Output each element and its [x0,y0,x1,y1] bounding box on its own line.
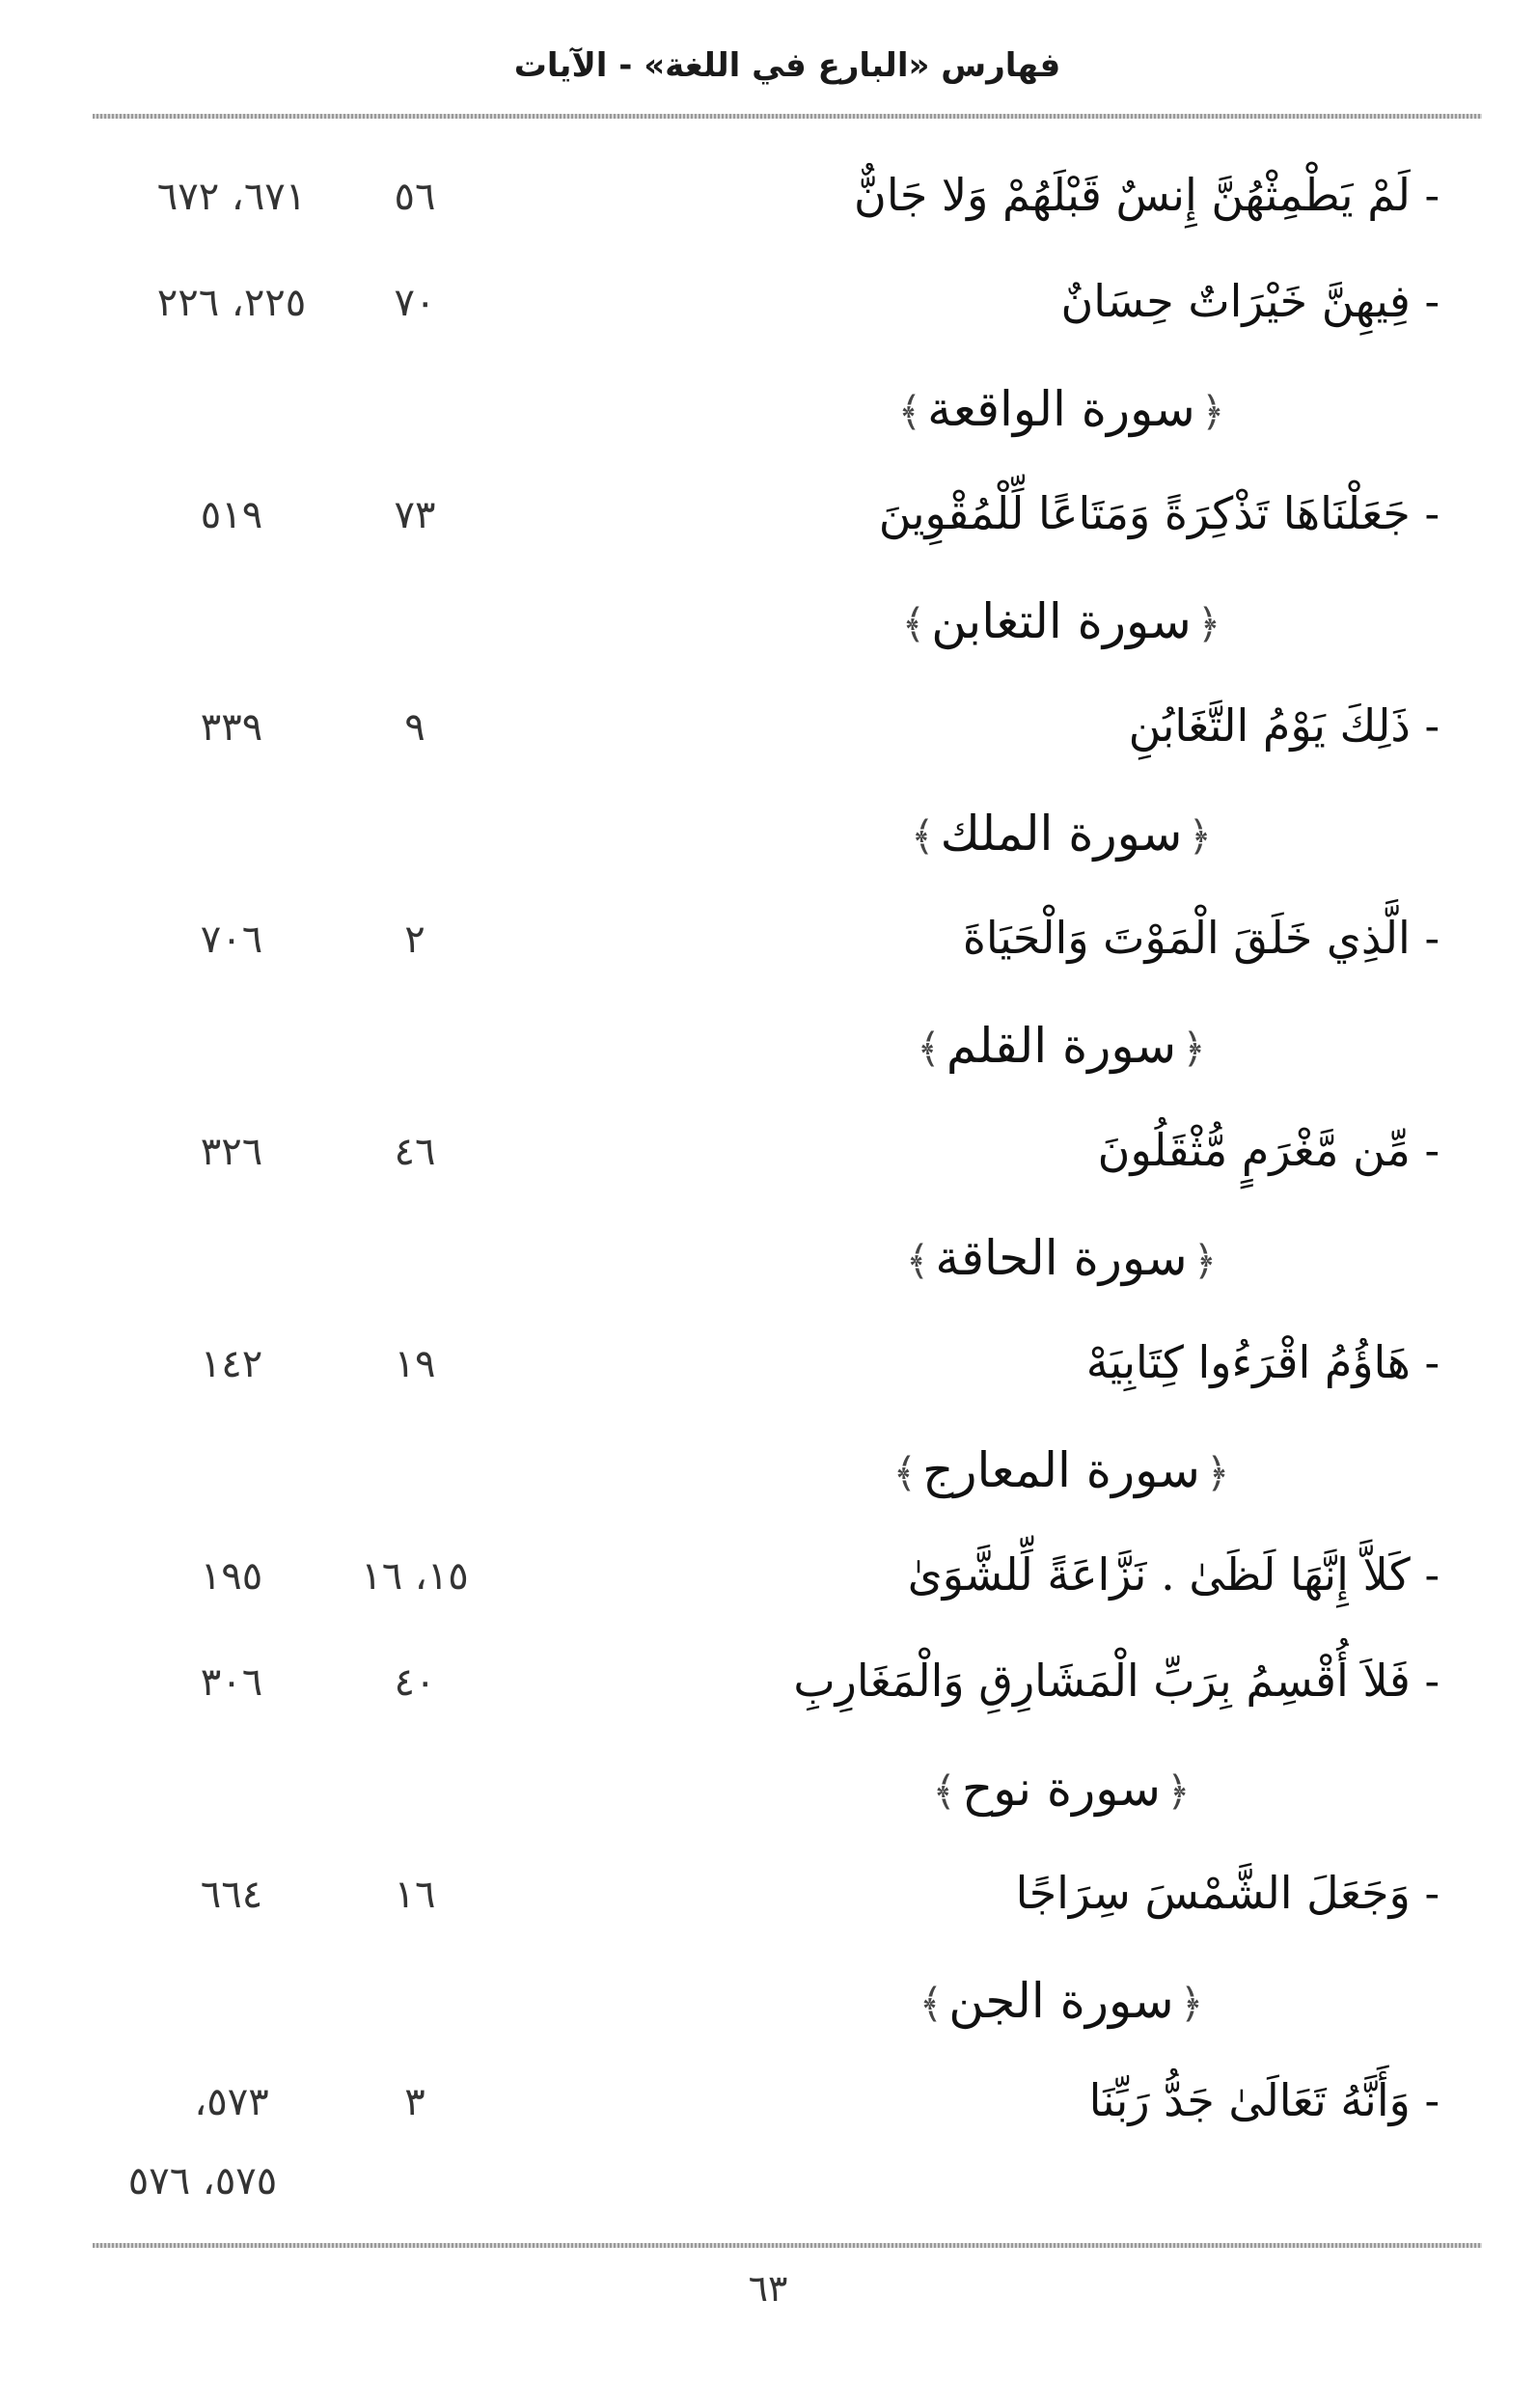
surah-title-wrap [96,1442,1536,1498]
verse-text: - مِّن مَّغْرَمٍ مُّثْقَلُونَ [1097,1124,1440,1176]
header-rule [93,114,1482,119]
footer-rule [93,2243,1482,2248]
ornament-icon: ﴿ [1182,1025,1206,1072]
verse-text: - جَعَلْنَاهَا تَذْكِرَةً وَمَتَاعًا لِّلْمُقْوِينَ [878,487,1440,539]
ayah-number: ٤٠ [394,1660,436,1705]
surah-title-wrap [96,1973,1536,2029]
ayah-number: ٢ [404,917,425,962]
ornament-icon: ﴾ [901,600,926,647]
ayah-number: ١٥، ١٦ [361,1554,469,1599]
verse-text: - فَلاَ أُقْسِمُ بِرَبِّ الْمَشَارِقِ وَالْمَغَارِبِ [793,1655,1440,1707]
verse-text: - ذَلِكَ يَوْمُ التَّغَابُنِ [1128,699,1440,752]
ayah-number: ٩ [404,705,425,750]
verse-text: - وَجَعَلَ الشَّمْسَ سِرَاجًا [1015,1867,1440,1919]
page-number: ٦٣ [748,2267,788,2310]
surah-heading [0,1230,1536,1307]
ornament-icon: ﴿ [1193,1237,1218,1284]
verse-entry [0,1124,1536,1201]
surah-title: سورة التغابن [931,593,1192,649]
page-reference: ٥٧٣، [194,2080,269,2124]
surah-title: سورة الحاقة [935,1230,1188,1286]
surah-heading [0,593,1536,670]
page-reference: ٥١٩ [200,493,263,537]
verse-entry [0,275,1536,352]
verse-entry [0,487,1536,564]
verse-entry [0,699,1536,777]
ornament-icon: ﴿ [1179,1980,1204,2027]
ornament-icon: ﴿ [1200,388,1225,435]
page-header: فهارس «البارع في اللغة» - الآيات [513,46,1061,85]
verse-text: - هَاؤُمُ اقْرَءُوا كِتَابِيَهْ [1085,1336,1440,1388]
surah-title-wrap [96,1018,1536,1074]
ornament-icon: ﴿ [1166,1767,1191,1815]
page-reference: ٣٠٦ [200,1660,263,1705]
ayah-number: ٣ [404,2080,425,2124]
verse-entry [0,1655,1536,1732]
ornament-icon: ﴾ [917,1025,941,1072]
verse-entry [0,2074,1536,2229]
surah-heading [0,1018,1536,1095]
ayah-number: ١٦ [394,1873,436,1917]
surah-title-wrap [96,1761,1536,1817]
surah-title: سورة الواقعة [927,381,1195,437]
page-reference: ١٩٥ [200,1554,263,1599]
page-reference: ٣٣٩ [200,705,263,750]
ornament-icon: ﴾ [919,1980,944,2027]
page-reference: ٧٠٦ [200,917,263,962]
verse-entry [0,1336,1536,1413]
ayah-number: ٤٦ [394,1130,436,1174]
surah-title: سورة الجن [948,1973,1174,2029]
verse-entry [0,1867,1536,1944]
ornament-icon: ﴾ [932,1767,956,1815]
page-reference: ٣٢٦ [200,1130,263,1174]
surah-title-wrap [96,381,1536,437]
surah-title: سورة المعارج [922,1442,1200,1498]
verse-entry [0,169,1536,246]
page-reference-continued: ٥٧٥، ٥٧٦ [127,2159,278,2203]
verse-entry [0,912,1536,989]
verse-text: - الَّذِي خَلَقَ الْمَوْتَ وَالْحَيَاةَ [962,912,1440,964]
surah-heading [0,806,1536,883]
page-reference: ١٤٢ [200,1342,263,1386]
ornament-icon: ﴾ [905,1237,930,1284]
ayah-number: ٧٣ [394,493,436,537]
surah-title: سورة نوح [962,1761,1161,1817]
verse-text: - لَمْ يَطْمِثْهُنَّ إِنسٌ قَبْلَهُمْ وَلا جَانٌّ [854,169,1440,221]
page-reference: ٦٧١، ٦٧٢ [156,175,307,219]
ayah-number: ٥٦ [394,175,436,219]
page-reference: ٢٢٥، ٢٢٦ [156,281,307,325]
verse-text: - كَلاَّ إِنَّهَا لَظَىٰ . نَزَّاعَةً لِّلشَّوَىٰ [907,1548,1440,1601]
surah-heading [0,1442,1536,1519]
ornament-icon: ﴿ [1205,1449,1230,1496]
page-reference: ٦٦٤ [200,1873,263,1917]
verse-text: - فِيهِنَّ خَيْرَاتٌ حِسَانٌ [1060,275,1440,327]
surah-heading [0,1973,1536,2050]
ornament-icon: ﴾ [897,388,922,435]
surah-title: سورة القلم [946,1018,1177,1074]
ayah-number: ٧٠ [394,281,436,325]
verse-text: - وَأَنَّهُ تَعَالَىٰ جَدُّ رَبِّنَا [1088,2074,1440,2126]
ornament-icon: ﴿ [1196,600,1221,647]
ornament-icon: ﴿ [1188,812,1212,860]
surah-title: سورة الملك [940,806,1183,862]
surah-title-wrap [96,806,1536,862]
verse-entry [0,1548,1536,1626]
ornament-icon: ﴾ [892,1449,918,1496]
ornament-icon: ﴾ [911,812,935,860]
surah-heading [0,1761,1536,1838]
surah-title-wrap [96,593,1536,649]
ayah-number: ١٩ [394,1342,436,1386]
surah-title-wrap [96,1230,1536,1286]
surah-heading [0,381,1536,458]
